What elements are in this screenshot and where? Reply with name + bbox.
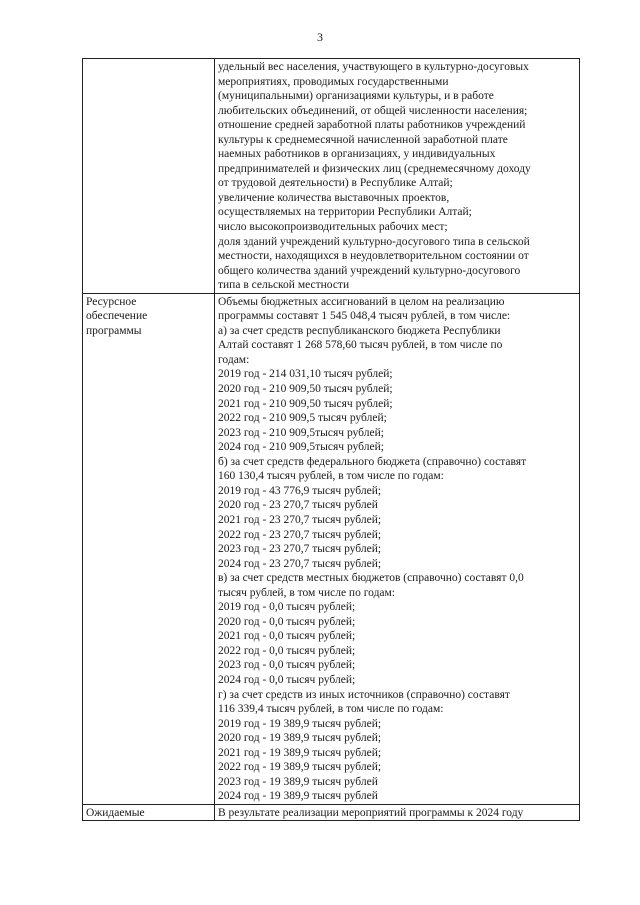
- text-line: 2020 год - 19 389,9 тысяч рублей;: [218, 732, 382, 745]
- text-line: 160 130,4 тысяч рублей, в том числе по годам:: [218, 470, 444, 483]
- text-line: б) за счет средств федерального бюджета (справочно) составят: [218, 455, 527, 468]
- text-line: 2023 год - 210 909,5тысяч рублей;: [218, 426, 384, 439]
- row-content-cell: [215, 59, 580, 294]
- text-line: удельный вес населения, участвующего в культурно-досуговых: [218, 61, 529, 73]
- text-line: В результате реализации мероприятий программы к 2024 году: [218, 806, 524, 819]
- table-row-expected-results: [83, 804, 580, 821]
- text-line: 2022 год - 23 270,7 тысяч рублей;: [218, 528, 382, 541]
- text-line: доля зданий учреждений культурно-досугового типа в сельской: [218, 235, 530, 248]
- row-label-cell: [83, 804, 215, 821]
- text-line: 2023 год - 23 270,7 тысяч рублей;: [218, 543, 382, 556]
- text-line: Ресурсное: [86, 295, 137, 308]
- text-line: а) за счет средств республиканского бюджета Республики: [218, 324, 501, 337]
- text-line: программы: [86, 324, 142, 337]
- text-line: годам:: [218, 353, 250, 366]
- row-label-cell: [83, 293, 215, 804]
- text-line: 116 339,4 тысяч рублей, в том числе по годам:: [218, 703, 444, 716]
- text-line: число высокопроизводительных рабочих мест;: [218, 221, 448, 234]
- text-line: 2024 год - 19 389,9 тысяч рублей: [218, 790, 378, 803]
- text-line: Алтай составят 1 268 578,60 тысяч рублей, в том числе по: [218, 339, 503, 352]
- table-row-resource-provision: [83, 293, 580, 804]
- text-line: тысяч рублей, в том числе по годам:: [218, 586, 395, 599]
- text-line: предпринимателей и физических лиц (среднемесячному доходу: [218, 162, 531, 175]
- text-line: (муниципальными) организациями культуры, и в работе: [218, 90, 494, 103]
- text-line: 2024 год - 23 270,7 тысяч рублей;: [218, 557, 382, 570]
- text-line: 2019 год - 43 776,9 тысяч рублей;: [218, 484, 382, 497]
- row-content-cell: [215, 804, 580, 821]
- text-line: в) за счет средств местных бюджетов (справочно) составят 0,0: [218, 572, 524, 585]
- row-content-cell: [215, 293, 580, 804]
- text-line: увеличение количества выставочных проектов,: [218, 191, 450, 204]
- text-line: программы составят 1 545 048,4 тысяч рублей, в том числе:: [218, 310, 511, 323]
- text-line: 2022 год - 210 909,5 тысяч рублей;: [218, 412, 387, 425]
- text-line: 2023 год - 19 389,9 тысяч рублей: [218, 775, 378, 788]
- text-line: 2022 год - 19 389,9 тысяч рублей;: [218, 761, 382, 774]
- text-line: наемных работников в организациях, у индивидуальных: [218, 148, 496, 161]
- text-line: культуры к среднемесячной начисленной заработной плате: [218, 133, 508, 146]
- text-line: осуществляемых на территории Республики Алтай;: [218, 206, 472, 219]
- text-line: обеспечение: [86, 310, 148, 323]
- text-line: Ожидаемые: [86, 806, 145, 819]
- text-line: от трудовой деятельности) в Республике Алтай;: [218, 177, 453, 190]
- program-passport-table: [82, 58, 580, 821]
- text-line: отношение средней заработной платы работников учреждений: [218, 119, 526, 132]
- text-line: общего количества зданий учреждений культурно-досугового: [218, 264, 521, 277]
- text-line: типа в сельской местности: [218, 279, 350, 292]
- text-line: 2019 год - 19 389,9 тысяч рублей;: [218, 717, 382, 730]
- table-row-indicators: [83, 59, 580, 294]
- text-line: 2023 год - 0,0 тысяч рублей;: [218, 659, 356, 672]
- text-line: г) за счет средств из иных источников (справочно) составят: [218, 688, 510, 701]
- text-line: 2021 год - 210 909,50 тысяч рублей;: [218, 397, 393, 410]
- text-line: 2021 год - 23 270,7 тысяч рублей;: [218, 513, 382, 526]
- text-line: 2020 год - 0,0 тысяч рублей;: [218, 615, 356, 628]
- text-line: 2019 год - 0,0 тысяч рублей;: [218, 601, 356, 614]
- text-line: 2024 год - 0,0 тысяч рублей;: [218, 673, 356, 686]
- page-number: 3: [317, 30, 323, 44]
- text-line: 2021 год - 0,0 тысяч рублей;: [218, 630, 356, 643]
- text-line: 2019 год - 214 031,10 тысяч рублей;: [218, 368, 393, 381]
- text-line: 2024 год - 210 909,5тысяч рублей;: [218, 441, 384, 454]
- text-line: любительских объединений, от общей численности населения;: [218, 104, 528, 117]
- text-line: мероприятиях, проводимых государственными: [218, 75, 449, 88]
- text-line: местности, находящихся в неудовлетворительном состоянии от: [218, 250, 529, 263]
- text-line: Объемы бюджетных ассигнований в целом на реализацию: [218, 295, 505, 308]
- row-label-cell: [83, 59, 215, 294]
- text-line: 2022 год - 0,0 тысяч рублей;: [218, 644, 356, 657]
- text-line: 2020 год - 23 270,7 тысяч рублей: [218, 499, 378, 512]
- text-line: 2020 год - 210 909,50 тысяч рублей;: [218, 383, 393, 396]
- text-line: 2021 год - 19 389,9 тысяч рублей;: [218, 746, 382, 759]
